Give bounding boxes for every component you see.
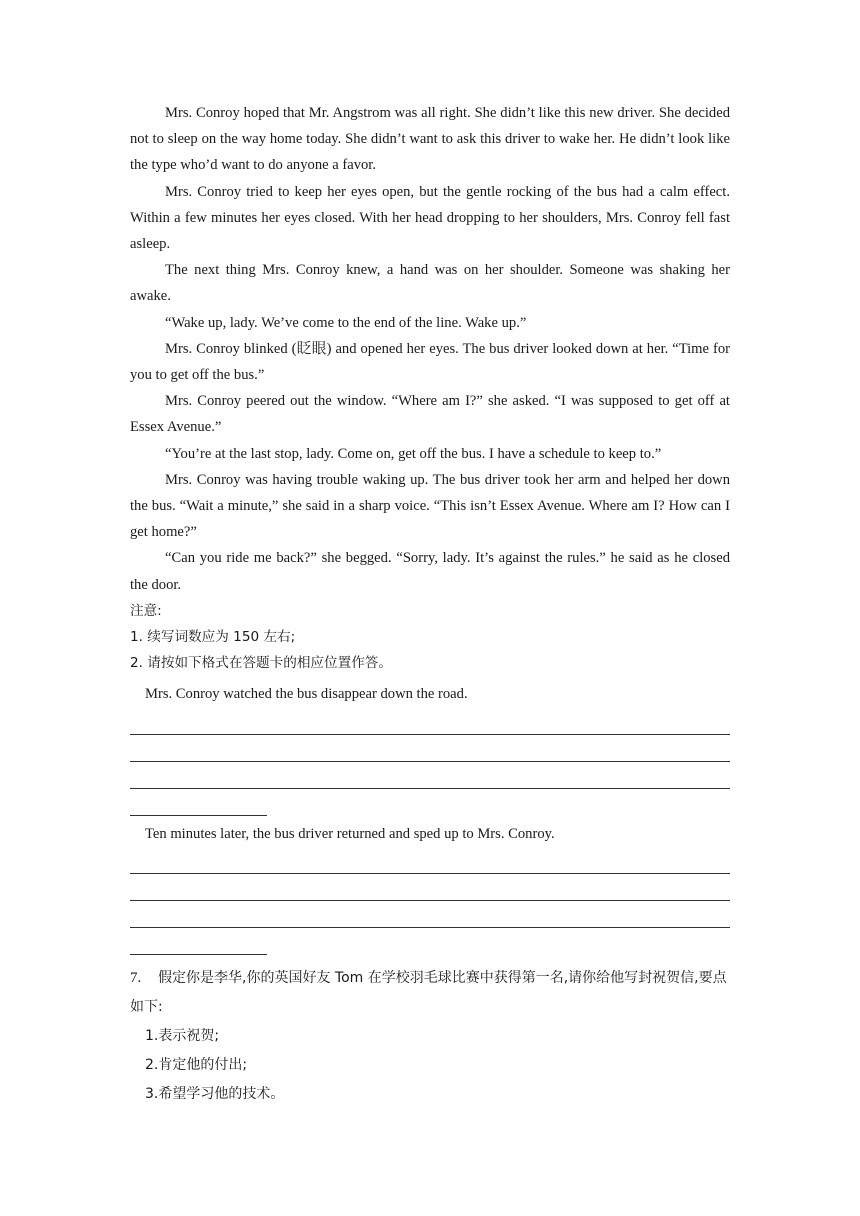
requirement-item: 3.希望学习他的技术。 [145,1085,285,1102]
answer-line[interactable] [130,762,730,789]
question-7-prompt [130,964,730,1022]
continuation-starter: Mrs. Conroy watched the bus disappear down the road. [145,686,468,703]
story-paragraph: “You’re at the last stop, lady. Come on, get off the bus. I have a schedule to keep to.” [165,445,662,462]
question-7 [130,964,730,1109]
notes-section [130,598,730,677]
answer-line[interactable] [130,901,730,928]
requirement-item: 2.肯定他的付出; [145,1056,248,1073]
story-paragraph: “Wake up, lady. We’ve come to the end of the line. Wake up.” [165,314,527,331]
note-item: 2. 请按如下格式在答题卡的相应位置作答。 [130,655,392,672]
story-paragraph: “Can you ride me back?” she begged. “Sorry, lady. It’s against the rules.” he said as he closed the door. [130,550,730,593]
continuation-starter: Ten minutes later, the bus driver returned and sped up to Mrs. Conroy. [145,825,555,842]
story-text [130,100,730,598]
story-paragraph: The next thing Mrs. Conroy knew, a hand was on her shoulder. Someone was shaking her awake. [130,262,730,305]
requirement-item: 1.表示祝贺; [145,1027,220,1044]
answer-line[interactable] [130,847,730,874]
answer-block-2 [130,821,730,955]
story-paragraph: Mrs. Conroy peered out the window. “Where am I?” she asked. “I was supposed to get off at Essex Avenue.” [130,393,730,436]
story-paragraph: Mrs. Conroy tried to keep her eyes open, but the gentle rocking of the bus had a calm effect. Within a few minutes her eyes closed. With her head dropping to her shoulders, Mrs. Conroy fell fast asleep. [130,183,730,253]
question-number: 7. [130,969,142,986]
answer-block-1 [130,681,730,815]
story-paragraph: Mrs. Conroy hoped that Mr. Angstrom was all right. She didn’t like this new driver. She decided not to sleep on the way home today. She didn’t want to ask this driver to wake her. He didn’t look like the type who’d want to do anyone a favor. [130,105,730,174]
story-paragraph: Mrs. Conroy blinked (眨眼) and opened her eyes. The bus driver looked down at her. “Time for you to get off the bus.” [130,340,730,384]
answer-line-short[interactable] [130,928,267,955]
story-paragraph: Mrs. Conroy was having trouble waking up. The bus driver took her arm and helped her down the bus. “Wait a minute,” she said in a sharp voice. “This isn’t Essex Avenue. Where am I? How can I get home?” [130,471,730,541]
notes-heading: 注意: [130,602,162,619]
answer-line[interactable] [130,708,730,735]
note-item: 1. 续写词数应为 150 左右; [130,629,296,646]
answer-line-short[interactable] [130,789,267,816]
question-text: 假定你是李华,你的英国好友 Tom 在学校羽毛球比赛中获得第一名,请你给他写封祝贺信,要点如下: [130,969,727,1015]
answer-line[interactable] [130,735,730,762]
document-page [130,100,730,1109]
answer-line[interactable] [130,874,730,901]
